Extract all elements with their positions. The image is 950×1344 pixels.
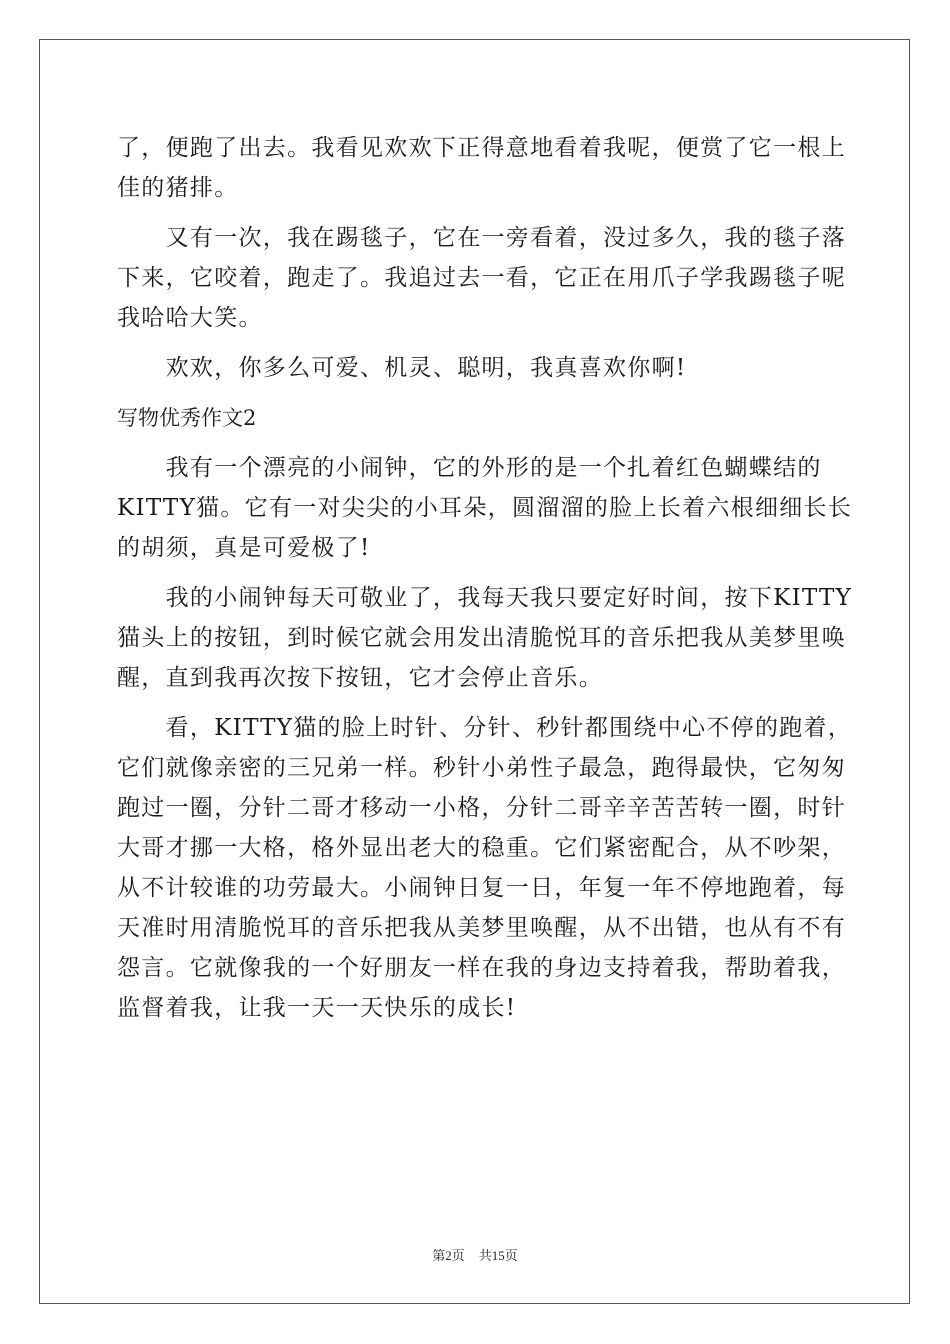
text-line: 佳的猪排。: [117, 175, 239, 201]
document-body: [117, 128, 853, 1028]
text-line: 从不计较谁的功劳最大。小闹钟日复一日，年复一年不停地跑着，每: [117, 875, 846, 901]
text-line: 监督着我，让我一天一天快乐的成长!: [117, 995, 517, 1021]
text-line: 又有一次，我在踢毯子，它在一旁看着，没过多久，我的毯子落: [117, 225, 846, 251]
text-line: 天准时用清脆悦耳的音乐把我从美梦里唤醒，从不出错，也从有不有: [117, 915, 846, 941]
text-line: 我哈哈大笑。: [117, 305, 263, 331]
text-line: 我有一个漂亮的小闹钟，它的外形的是一个扎着红色蝴蝶结的: [117, 455, 822, 481]
text-line: 跑过一圈，分针二哥才移动一小格，分针二哥辛辛苦苦转一圈，时针: [117, 795, 846, 821]
text-line: 的胡须，真是可爱极了!: [117, 535, 371, 561]
text-line: 看，KITTY猫的脸上时针、分针、秒针都围绕中心不停的跑着，: [117, 715, 853, 741]
text-line: 欢欢，你多么可爱、机灵、聪明，我真喜欢你啊!: [117, 355, 687, 381]
text-line: 猫头上的按钮，到时候它就会用发出清脆悦耳的音乐把我从美梦里唤: [117, 625, 846, 651]
text-line: KITTY猫。它有一对尖尖的小耳朵，圆溜溜的脸上长着六根细细长长: [117, 495, 853, 521]
text-line: 我的小闹钟每天可敬业了，我每天我只要定好时间，按下KITTY: [117, 585, 853, 611]
page-total: 共15页: [478, 1248, 518, 1263]
text-line: 它们就像亲密的三兄弟一样。秒针小弟性子最急，跑得最快，它匆匆: [117, 755, 846, 781]
text-line: 下来，它咬着，跑走了。我追过去一看，它正在用爪子学我踢毯子呢: [117, 265, 846, 291]
section-title: 写物优秀作文2: [117, 406, 257, 430]
text-line: 怨言。它就像我的一个好朋友一样在我的身边支持着我，帮助着我，: [117, 955, 846, 981]
text-line: 醒，直到我再次按下按钮，它才会停止音乐。: [117, 665, 603, 691]
page-number: 第2页: [432, 1248, 465, 1263]
text-line: 大哥才挪一大格，格外显出老大的稳重。它们紧密配合，从不吵架，: [117, 835, 846, 861]
text-line: 了，便跑了出去。我看见欢欢下正得意地看着我呢，便赏了它一根上: [117, 135, 846, 161]
page-footer: [0, 1245, 950, 1264]
